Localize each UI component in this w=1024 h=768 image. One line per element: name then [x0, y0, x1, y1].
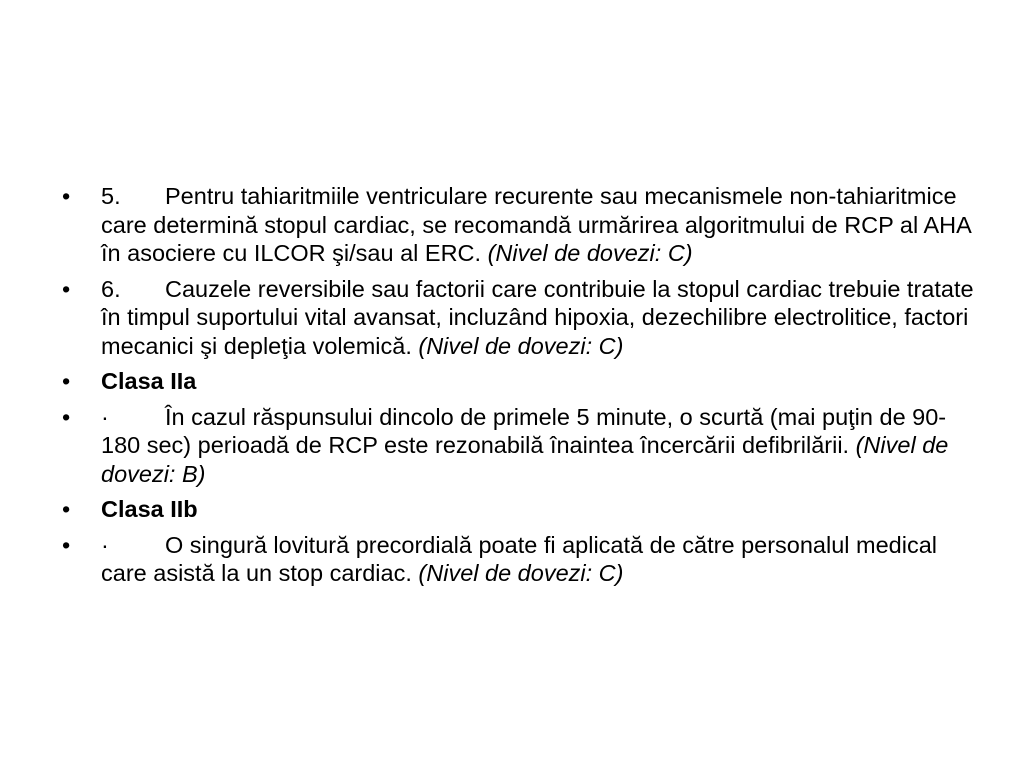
item-number: 5. — [101, 183, 121, 209]
bullet-icon: • — [62, 403, 71, 430]
item-text: În cazul răspunsului dincolo de primele 5 minute, o scurtă (mai puţin de 90-180 sec) perioadă de RCP este rezonabilă înaintea încercării defibrilării. — [101, 403, 947, 458]
class-heading-iib — [62, 495, 974, 524]
recommendation-item-6 — [62, 275, 974, 361]
evidence-level: (Nivel de dovezi: C) — [418, 332, 624, 359]
item-marker: · — [101, 531, 109, 558]
bullet-icon: • — [62, 368, 71, 394]
item-marker: · — [101, 403, 109, 430]
evidence-level: (Nivel de dovezi: B) — [101, 432, 949, 487]
bullet-icon: • — [62, 496, 71, 522]
item-text: Cauzele reversibile sau factorii care contribuie la stopul cardiac trebuie tratate în timpul suportului vital avansat, incluzând hipoxia, dezechilibre electrolitice, factori mecanici şi depleţia volemică. — [101, 275, 974, 359]
bullet-icon: • — [62, 275, 71, 302]
item-number: 6. — [101, 275, 121, 302]
recommendation-item-iia — [62, 403, 974, 489]
class-heading-text: Clasa IIb — [101, 496, 198, 522]
evidence-level: (Nivel de dovezi: C) — [487, 240, 693, 266]
class-heading-text: Clasa IIa — [101, 368, 197, 394]
recommendation-item-5 — [62, 182, 974, 268]
item-text: O singură lovitură precordială poate fi aplicată de către personalul medical care asistă la un stop cardiac. — [101, 531, 938, 586]
bullet-icon: • — [62, 531, 71, 558]
class-heading-iia — [62, 367, 974, 396]
bullet-icon: • — [62, 183, 71, 209]
item-text: Pentru tahiaritmiile ventriculare recurente sau mecanismele non-tahiaritmice care determină stopul cardiac, se recomandă urmărirea algoritmului de RCP al AHA în asociere cu ILCOR şi/sau al ERC. — [101, 183, 971, 266]
evidence-level: (Nivel de dovezi: C) — [418, 560, 624, 586]
recommendation-item-iib — [62, 531, 974, 588]
bullet-list — [62, 182, 974, 595]
